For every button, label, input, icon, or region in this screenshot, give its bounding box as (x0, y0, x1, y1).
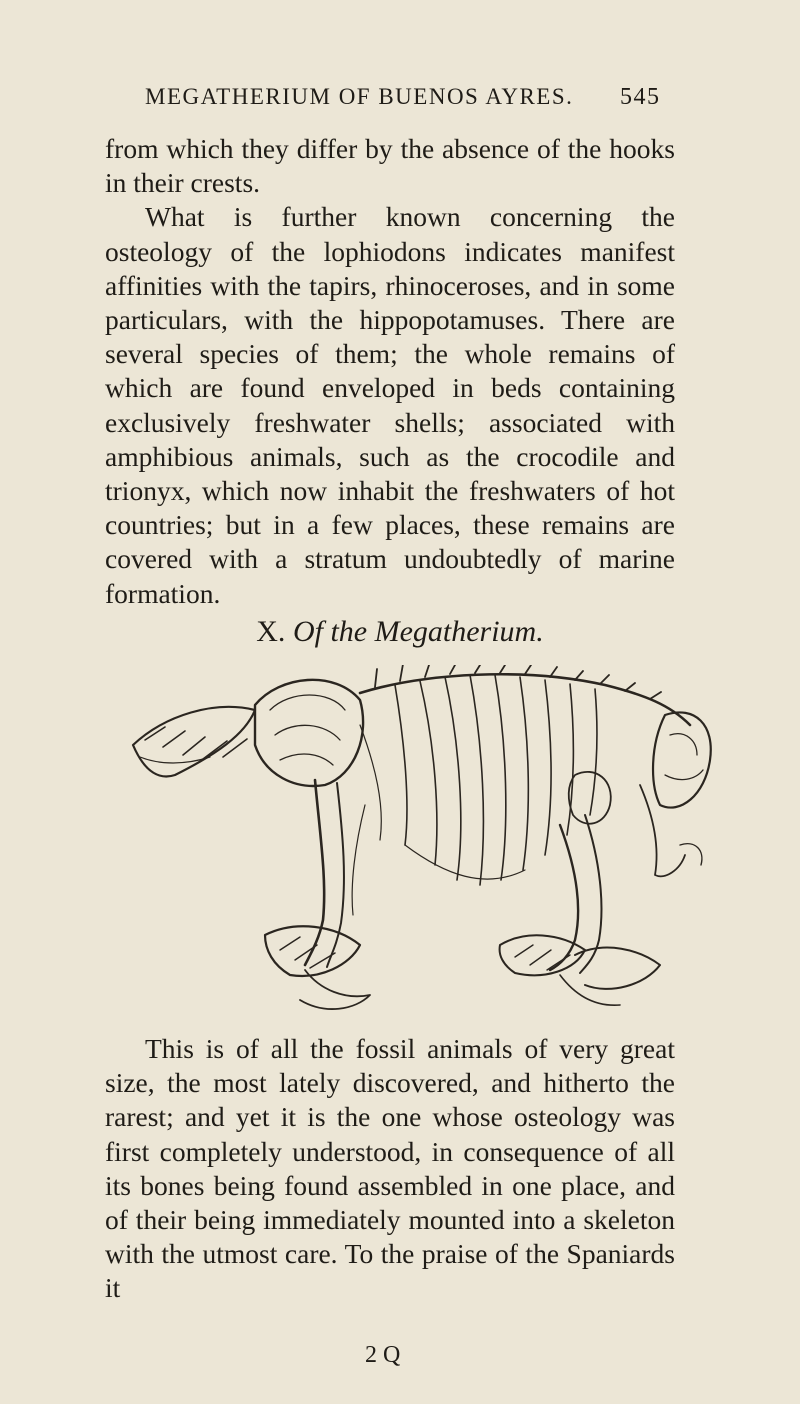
paragraph-lophiodons: What is further known concerning the osteology of the lophiodons indicates manifest affinities with the tapirs, rhinoceroses, and in some particulars, with the hippopotamuses. There are several species of them; the whole remains of which are found enveloped in beds containing exclusively freshwater shells; associated with amphibious animals, such as the crocodile and trionyx, which now inhabit the freshwaters of hot countries; but in a few places, these remains are covered with a stratum undoubtedly of marine formation. (105, 201, 675, 609)
paragraph-megatherium: This is of all the fossil animals of very great size, the most lately discovered, and hitherto the rarest; and yet it is the one whose osteology was first completely understood, in consequence of all its bones being found assembled in one place, and of their being immediately mounted into a skeleton with the utmost care. To the praise of the Spaniards it (105, 1033, 675, 1304)
section-title: Of the Megatherium. (292, 615, 544, 648)
text-block-top (105, 132, 675, 611)
tail-outline (133, 707, 255, 777)
skull (653, 712, 711, 807)
ribs (395, 675, 597, 885)
hind-leg (305, 780, 324, 965)
text-block-bottom (105, 1032, 675, 1306)
section-heading (0, 615, 800, 649)
signature-mark: 2 Q (365, 1342, 401, 1368)
megatherium-skeleton-icon (105, 665, 715, 1020)
paragraph-continuation: from which they differ by the absence of the hooks in their crests. (105, 133, 675, 199)
front-leg (550, 825, 578, 970)
section-numeral: X. (256, 615, 286, 648)
page-number: 545 (620, 84, 661, 110)
running-head: MEGATHERIUM OF BUENOS AYRES. (145, 84, 574, 109)
page-header (0, 78, 800, 118)
pelvis (255, 680, 363, 786)
